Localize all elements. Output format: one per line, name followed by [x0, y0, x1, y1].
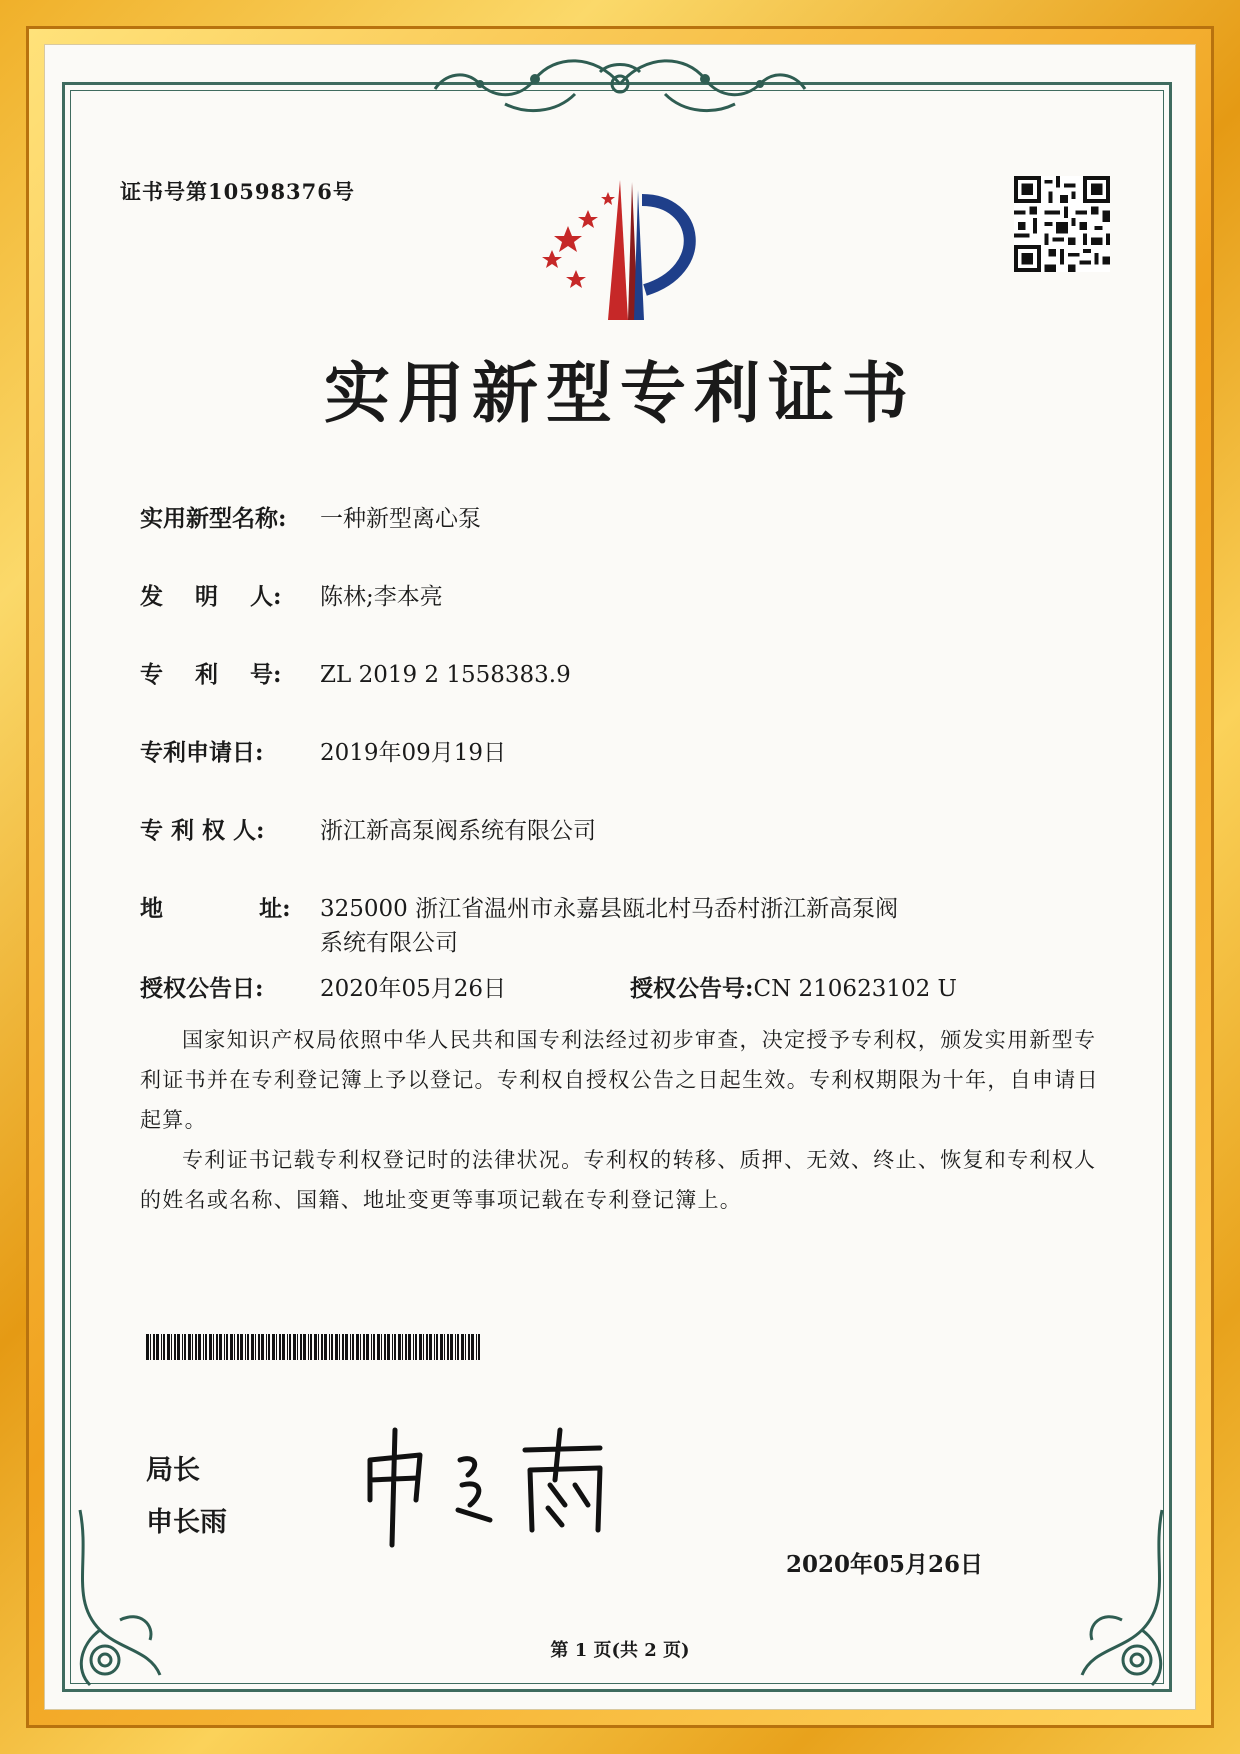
patentee-field	[140, 812, 596, 845]
grant-number-value: CN 210623102 U	[753, 976, 957, 1002]
inventor-field	[140, 578, 443, 611]
patentee-value: 浙江新高泵阀系统有限公司	[320, 818, 596, 844]
patent-number-value: ZL 2019 2 1558383.9	[320, 662, 571, 688]
top-ornament-icon	[425, 44, 815, 124]
director-name: 申长雨	[146, 1507, 227, 1538]
director-title: 局长	[146, 1455, 200, 1486]
sign-date: 2020年05月26日	[786, 1551, 984, 1578]
page-number: 第 1 页(共 2 页)	[550, 1640, 690, 1661]
utility-model-name-value: 一种新型离心泵	[320, 506, 481, 532]
bottom-right-ornament-icon	[1052, 1500, 1182, 1700]
grant-number-label: 授权公告号:	[630, 975, 754, 1002]
inventor-label: 发 明 人:	[140, 583, 282, 610]
legal-paragraph-1: 国家知识产权局依照中华人民共和国专利法经过初步审查，决定授予专利权，颁发实用新型专利证书并在专利登记簿上予以登记。专利权自授权公告之日起生效。专利权期限为十年，自申请日起算。	[140, 1028, 1099, 1132]
filing-date-label: 专利申请日:	[140, 739, 264, 766]
grant-date-field	[140, 970, 506, 1003]
filing-date-value: 2019年09月19日	[320, 740, 507, 766]
address-field	[140, 890, 898, 923]
cnipa-emblem-icon	[520, 170, 720, 330]
barcode-icon	[146, 1334, 480, 1360]
qr-code-icon	[1014, 176, 1110, 272]
address-value-line2: 系统有限公司	[320, 930, 458, 956]
grant-date-label: 授权公告日:	[140, 975, 264, 1002]
certificate-number: 证书号第10598376号	[120, 179, 355, 204]
inventor-value: 陈林;李本亮	[320, 584, 443, 610]
grant-number-field	[630, 970, 957, 1003]
address-label: 地 址:	[140, 895, 291, 922]
patentee-label: 专 利 权 人:	[140, 817, 265, 844]
patent-number-field	[140, 656, 571, 689]
grant-date-value: 2020年05月26日	[320, 976, 507, 1002]
utility-model-name-label: 实用新型名称:	[140, 505, 287, 532]
legal-paragraph-2: 专利证书记载专利权登记时的法律状况。专利权的转移、质押、无效、终止、恢复和专利权人的姓名或名称、国籍、地址变更等事项记载在专利登记簿上。	[140, 1148, 1097, 1212]
filing-date-field	[140, 734, 506, 767]
director-signature-icon	[350, 1420, 640, 1550]
patent-number-label: 专 利 号:	[140, 661, 282, 688]
address-value-line1: 325000 浙江省温州市永嘉县瓯北村马岙村浙江新高泵阀	[320, 896, 899, 922]
certificate-title: 实用新型专利证书	[324, 355, 916, 432]
utility-model-name-field	[140, 500, 481, 533]
